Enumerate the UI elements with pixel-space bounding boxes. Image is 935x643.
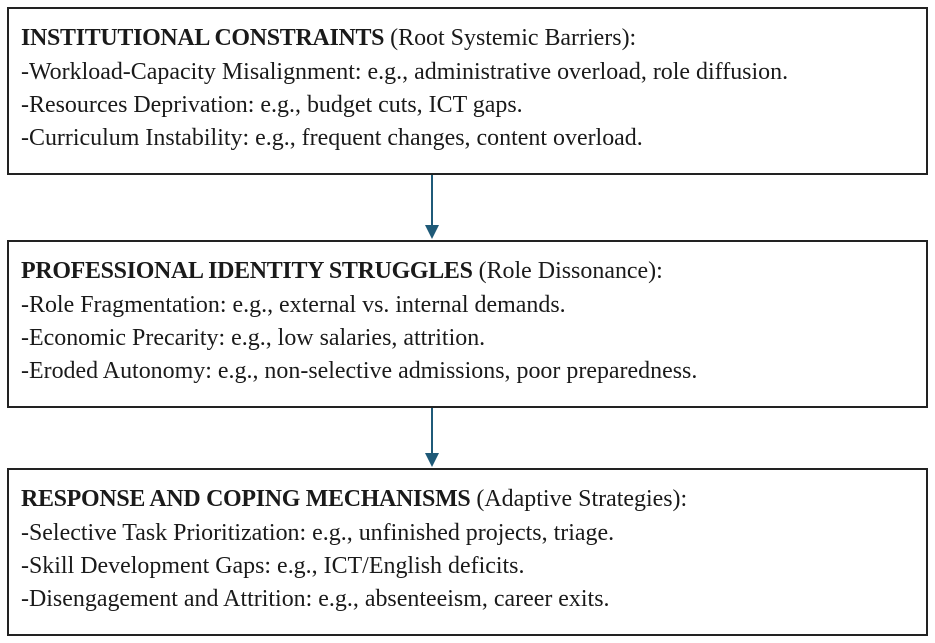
flow-arrow-1 xyxy=(420,175,444,240)
box-line: -Disengagement and Attrition: e.g., absenteeism, career exits. xyxy=(21,586,610,612)
box-line: -Resources Deprivation: e.g., budget cuts, ICT gaps. xyxy=(21,92,523,118)
response-coping-mechanisms-box xyxy=(7,468,928,636)
box-heading xyxy=(21,256,924,286)
box-line: -Workload-Capacity Misalignment: e.g., administrative overload, role diffusion. xyxy=(21,59,789,85)
flow-arrow-2 xyxy=(420,408,444,468)
professional-identity-struggles-box xyxy=(7,240,928,408)
box-title: INSTITUTIONAL CONSTRAINTS xyxy=(21,25,385,51)
box-subtitle: (Role Dissonance): xyxy=(472,258,663,284)
box-heading xyxy=(21,23,924,53)
box-line: -Eroded Autonomy: e.g., non-selective admissions, poor preparedness. xyxy=(21,358,698,384)
box-line: -Role Fragmentation: e.g., external vs. internal demands. xyxy=(21,292,566,318)
box-line: -Curriculum Instability: e.g., frequent changes, content overload. xyxy=(21,125,643,151)
box-title: RESPONSE AND COPING MECHANISMS xyxy=(21,486,471,512)
institutional-constraints-box xyxy=(7,7,928,175)
box-subtitle: (Adaptive Strategies): xyxy=(470,486,688,512)
box-line: -Economic Precarity: e.g., low salaries, attrition. xyxy=(21,325,486,351)
box-title: PROFESSIONAL IDENTITY STRUGGLES xyxy=(21,258,473,284)
box-subtitle: (Root Systemic Barriers): xyxy=(384,25,637,51)
box-line: -Selective Task Prioritization: e.g., unfinished projects, triage. xyxy=(21,520,615,546)
box-heading xyxy=(21,484,924,514)
box-line: -Skill Development Gaps: e.g., ICT/English deficits. xyxy=(21,553,525,579)
